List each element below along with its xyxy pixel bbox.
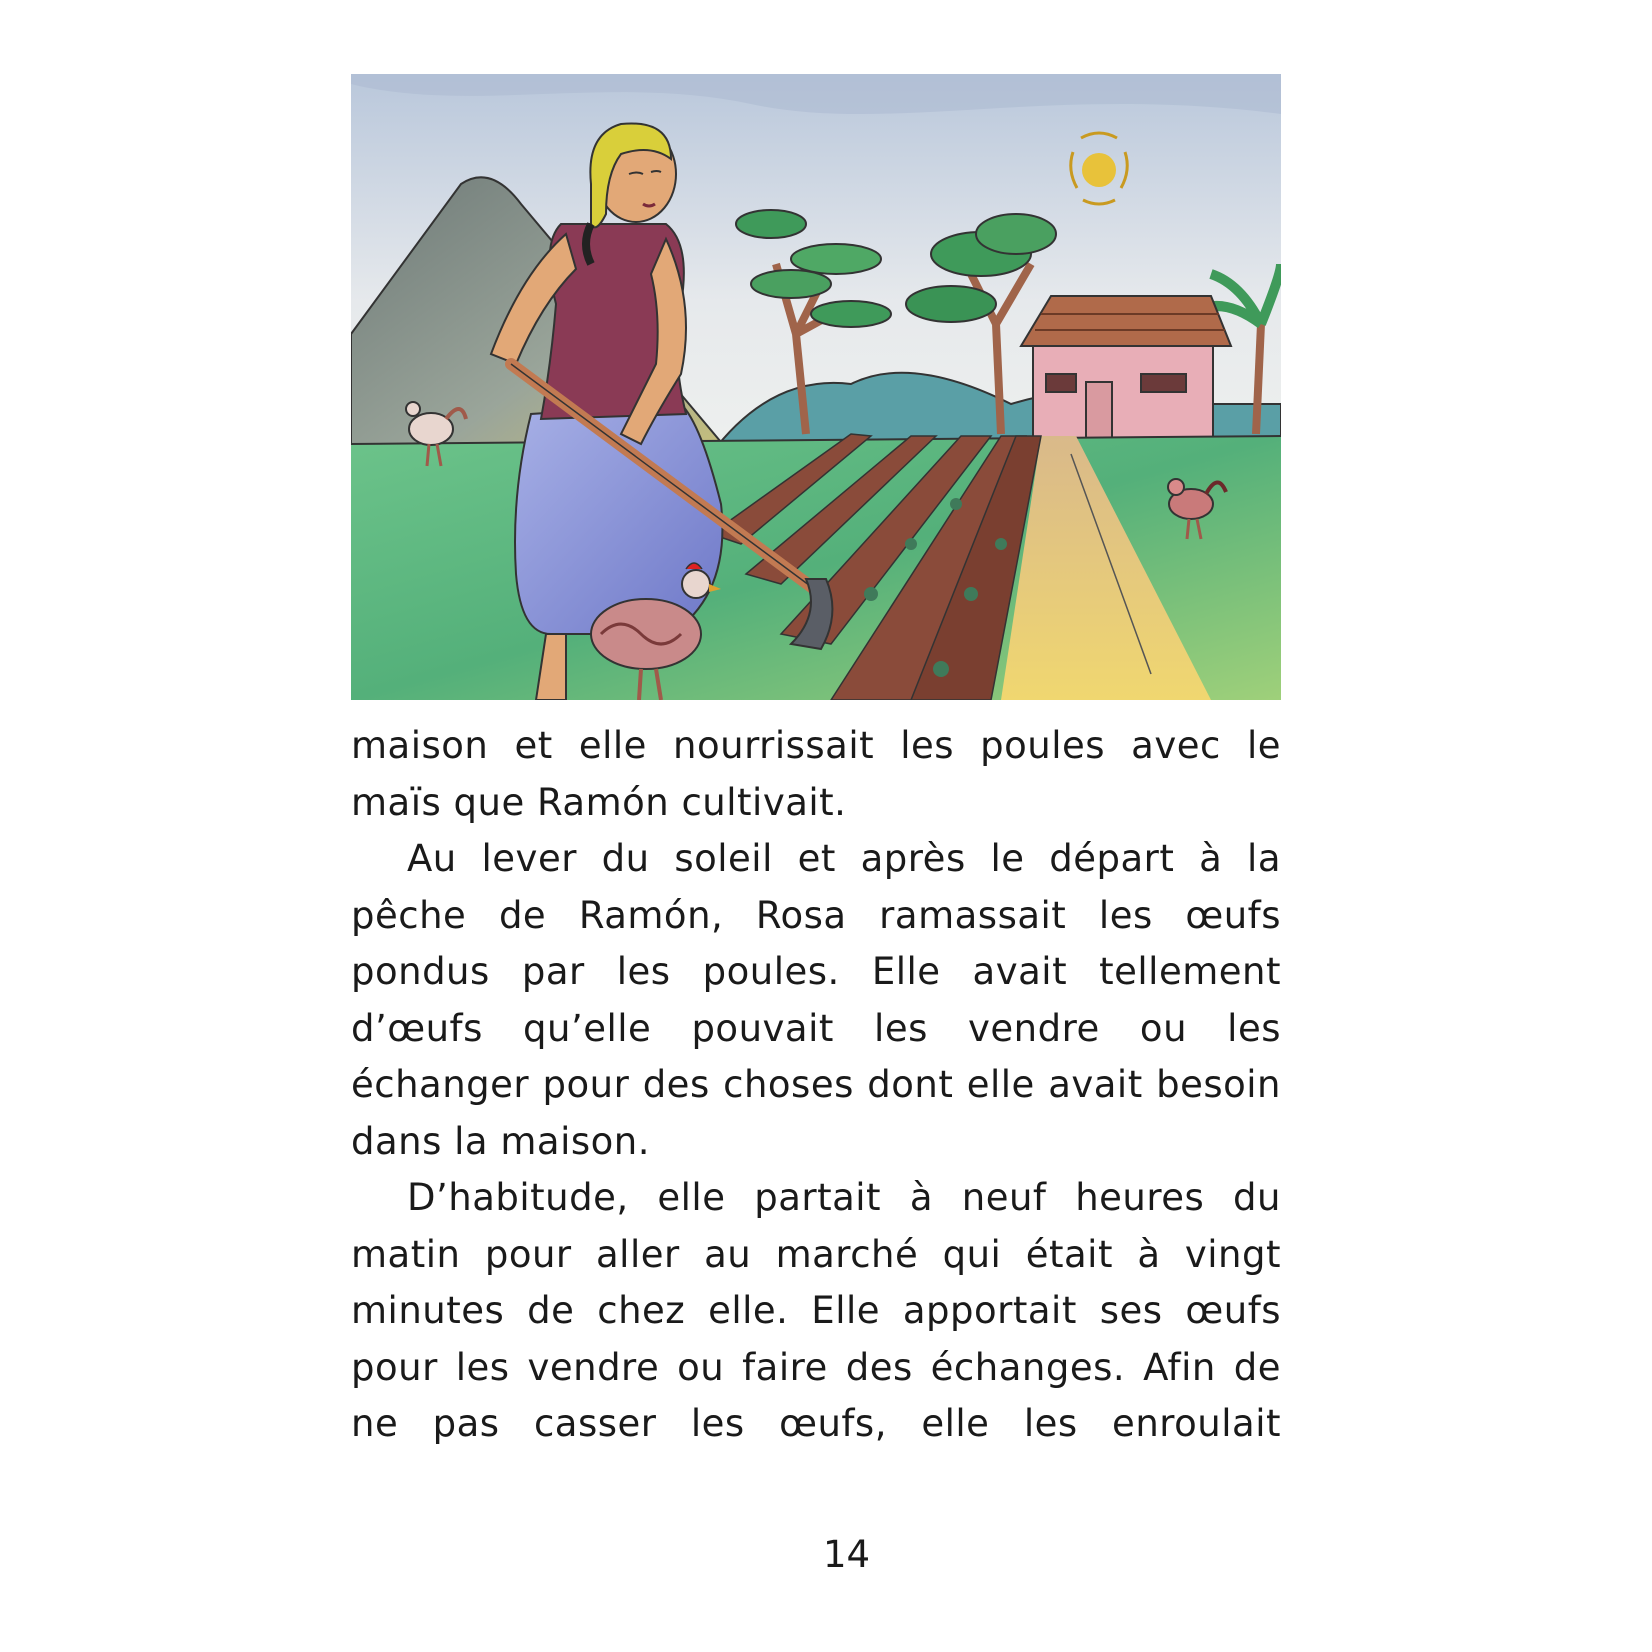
watercolor-illustration — [351, 74, 1281, 700]
paragraph-1: maison et elle nourrissait les poules avec le maïs que Ramón cultivait. — [351, 724, 1281, 824]
page-number: 14 — [822, 1533, 871, 1576]
house — [1021, 296, 1231, 439]
story-text — [351, 718, 1281, 1453]
paragraph-2: Au lever du soleil et après le départ à la pêche de Ramón, Rosa ramassait les œufs pondus par les poules. Elle avait tellement d’œufs qu’elle pouvait les vendre ou les échanger pour des choses dont elle avait besoin dans la maison. — [351, 837, 1281, 1163]
paragraph-3: D’habitude, elle partait à neuf heures du matin pour aller au marché qui était à vingt minutes de chez elle. Elle apportait ses œufs pour les vendre ou faire des échanges. Afin de ne pas casser les œufs, elle les enroulait — [351, 1176, 1281, 1445]
